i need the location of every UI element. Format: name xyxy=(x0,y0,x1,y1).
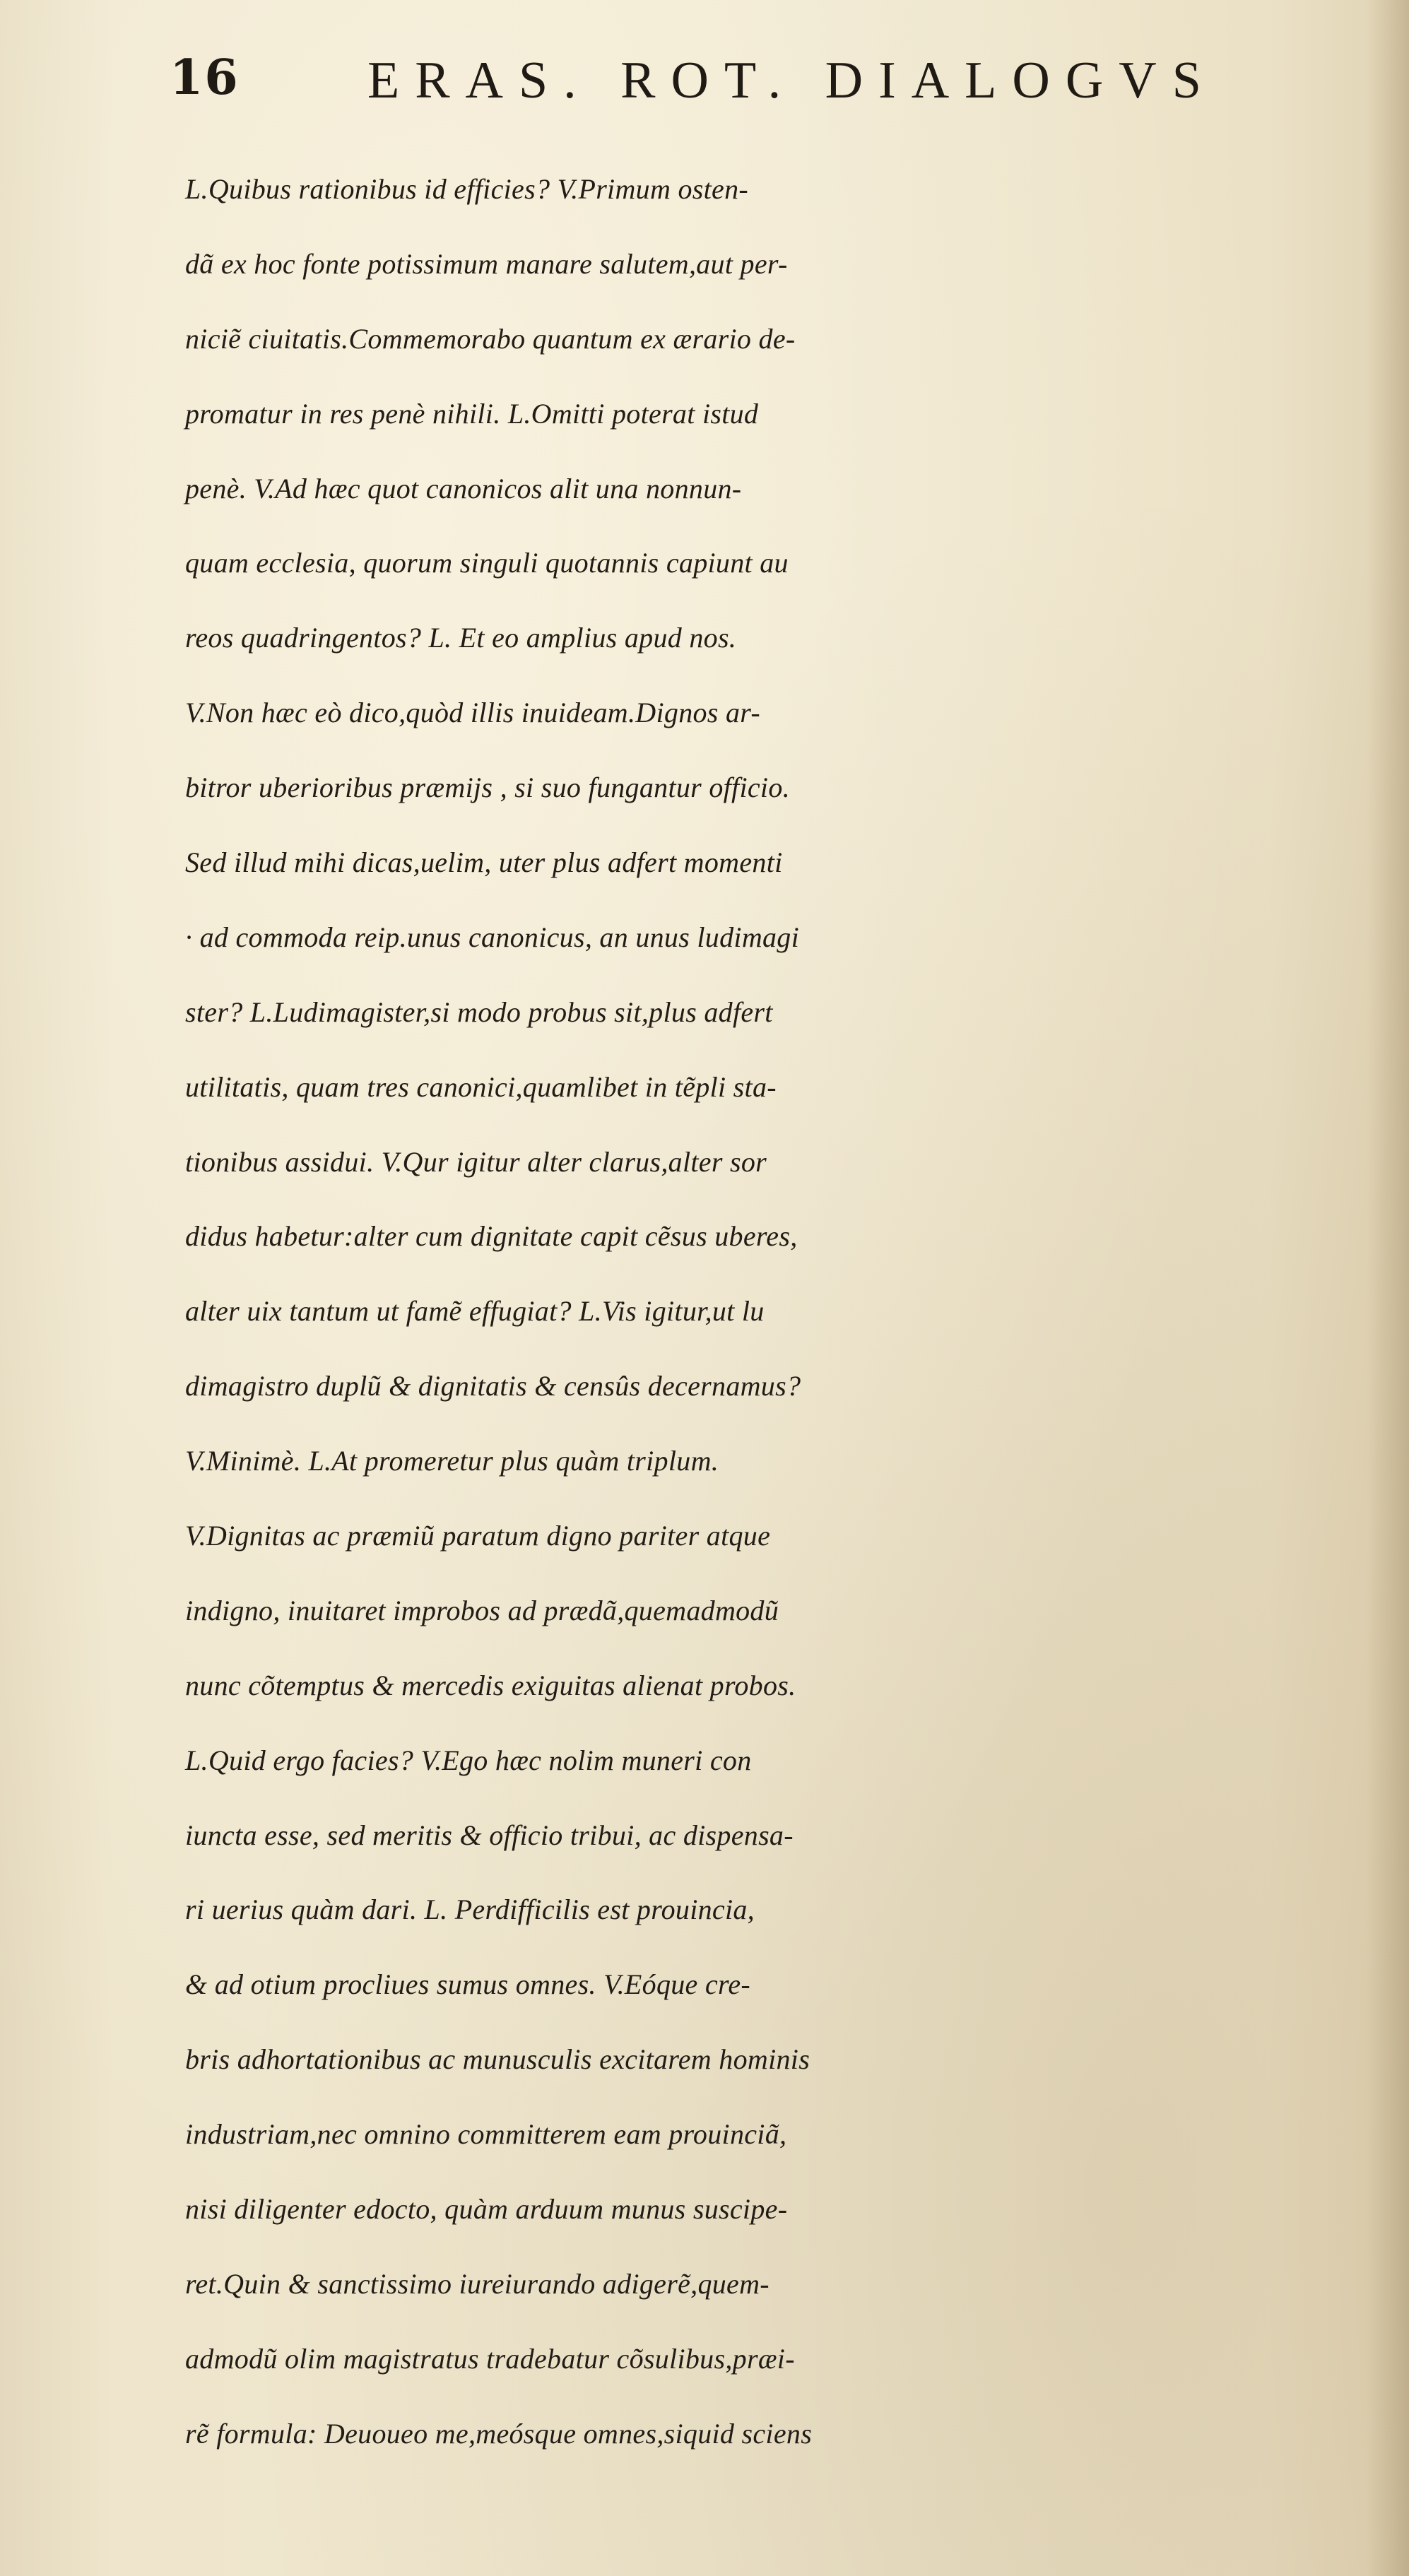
text-line: utilitatis, quam tres canonici,quamlibet in tẽpli sta- xyxy=(185,1070,777,1103)
running-head: ERAS. ROT. DIALOGVS xyxy=(367,52,1217,110)
text-line: ret.Quin & sanctissimo iureiurando adigerẽ,quem- xyxy=(185,2267,770,2300)
text-line: L.Quibus rationibus id efficies? V.Primum osten- xyxy=(185,173,748,205)
page-header xyxy=(170,49,1272,141)
text-line: didus habetur:alter cum dignitate capit cẽsus uberes, xyxy=(185,1220,798,1253)
text-line: nunc cõtemptus & mercedis exiguitas alienat probos. xyxy=(185,1669,796,1701)
text-line: dã ex hoc fonte potissimum manare salutem,aut per- xyxy=(185,247,788,280)
text-line: dimagistro duplũ & dignitatis & censûs decernamus? xyxy=(185,1370,801,1402)
text-line: nisi diligenter edocto, quàm arduum munus suscipe- xyxy=(185,2193,788,2226)
text-line: V.Minimè. L.At promeretur plus quàm triplum. xyxy=(185,1445,719,1477)
text-line: promatur in res penè nihili. L.Omitti poterat istud xyxy=(185,397,759,430)
text-line: V.Dignitas ac præmiũ paratum digno pariter atque xyxy=(185,1520,771,1552)
text-line: L.Quid ergo facies? V.Ego hæc nolim muneri con xyxy=(185,1744,752,1776)
text-line: · ad commoda reip.unus canonicus, an unus ludimagi xyxy=(185,921,800,953)
text-line: industriam,nec omnino committerem eam prouinciã, xyxy=(185,2118,787,2151)
text-line: ster? L.Ludimagister,si modo probus sit,plus adfert xyxy=(185,995,773,1028)
text-line: indigno, inuitaret improbos ad prædã,quemadmodũ xyxy=(185,1594,779,1626)
text-line: ri uerius quàm dari. L. Perdifficilis est prouincia, xyxy=(185,1893,755,1926)
text-line: Sed illud mihi dicas,uelim, uter plus adfert momenti xyxy=(185,846,783,879)
text-line: iuncta esse, sed meritis & officio tribui, ac dispensa- xyxy=(185,1819,794,1851)
text-line: V.Non hæc eò dico,quòd illis inuideam.Dignos ar- xyxy=(185,697,760,729)
text-block xyxy=(185,152,1401,2471)
text-line: quam ecclesia, quorum singuli quotannis capiunt au xyxy=(185,547,789,579)
text-line: bitror uberioribus præmijs , si suo fungantur officio. xyxy=(185,772,790,804)
text-line: penè. V.Ad hæc quot canonicos alit una nonnun- xyxy=(185,472,742,504)
text-line: reos quadringentos? L. Et eo amplius apud nos. xyxy=(185,622,737,654)
text-line: tionibus assidui. V.Qur igitur alter clarus,alter sor xyxy=(185,1145,767,1178)
text-line: & ad otium procliues sumus omnes. V.Eóque cre- xyxy=(185,1968,751,2001)
text-line: alter uix tantum ut famẽ effugiat? L.Vis igitur,ut lu xyxy=(185,1295,765,1328)
folio-number: 16 xyxy=(170,49,240,106)
text-line: niciẽ ciuitatis.Commemorabo quantum ex ærario de- xyxy=(185,322,796,355)
text-line: admodũ olim magistratus tradebatur cõsulibus,præi- xyxy=(185,2342,795,2375)
text-line: bris adhortationibus ac munusculis excitarem hominis xyxy=(185,2043,810,2076)
text-line: rẽ formula: Deuoueo me,meósque omnes,siquid sciens xyxy=(185,2417,813,2450)
